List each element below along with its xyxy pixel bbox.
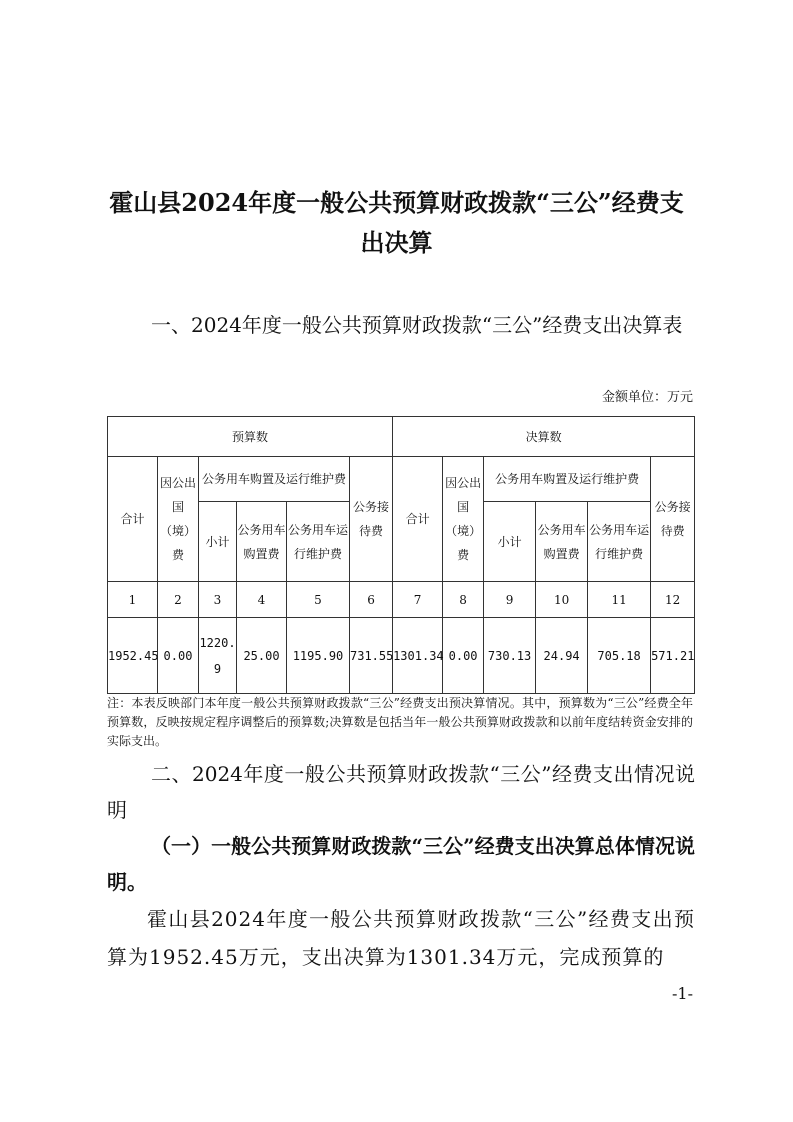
section2-subheading-1: （一）一般公共预算财政拨款“三公”经费支出决算总体情况说明。 xyxy=(107,834,695,894)
value-final-reception: 571.21 xyxy=(651,618,695,694)
column-number: 9 xyxy=(484,582,536,618)
table-data-row xyxy=(108,618,695,694)
column-number: 10 xyxy=(536,582,588,618)
header-final-total: 合计 xyxy=(393,457,443,582)
column-number: 6 xyxy=(350,582,393,618)
value-final-abroad: 0.00 xyxy=(443,618,484,694)
value-budget-reception: 731.55 xyxy=(350,618,393,694)
header-budget-vehicle-operation: 公务用车运行维护费 xyxy=(287,502,350,582)
column-number: 2 xyxy=(158,582,199,618)
header-budget-subtotal: 小计 xyxy=(199,502,237,582)
column-number: 11 xyxy=(588,582,651,618)
value-budget-total: 1952.45 xyxy=(108,618,158,694)
column-number: 7 xyxy=(393,582,443,618)
header-budget-abroad: 因公出国（境）费 xyxy=(158,457,199,582)
table-note: 注：本表反映部门本年度一般公共预算财政拨款“三公”经费支出预决算情况。其中，预算数为“三公”经费全年预算数，反映按规定程序调整后的预算数;决算数是包括当年一般公共预算财政拨款和以前年度结转资金安排的实际支出。 xyxy=(107,696,693,748)
column-number: 5 xyxy=(287,582,350,618)
header-budget-reception: 公务接待费 xyxy=(350,457,393,582)
section1-heading: 一、2024年度一般公共预算财政拨款“三公”经费支出决算表 xyxy=(151,313,683,337)
header-budget-vehicle-purchase: 公务用车购置费 xyxy=(237,502,287,582)
value-final-total: 1301.34 xyxy=(393,618,443,694)
column-number: 1 xyxy=(108,582,158,618)
header-budget-group: 预算数 xyxy=(108,417,393,457)
table-group-header-row xyxy=(108,417,695,457)
column-number: 12 xyxy=(651,582,695,618)
header-final-group: 决算数 xyxy=(393,417,695,457)
header-final-vehicle-group: 公务用车购置及运行维护费 xyxy=(484,457,651,502)
value-budget-subtotal: 1220.9 xyxy=(199,618,237,694)
body-paragraph: 霍山县2024年度一般公共预算财政拨款“三公”经费支出预算为1952.45万元，支出决算为1301.34万元，完成预算的 xyxy=(107,907,695,969)
header-budget-total: 合计 xyxy=(108,457,158,582)
value-budget-vehicle-purchase: 25.00 xyxy=(237,618,287,694)
value-final-subtotal: 730.13 xyxy=(484,618,536,694)
unit-label: 金额单位：万元 xyxy=(601,390,693,405)
value-budget-vehicle-operation: 1195.90 xyxy=(287,618,350,694)
header-final-vehicle-operation: 公务用车运行维护费 xyxy=(588,502,651,582)
table-header-row-1 xyxy=(108,457,695,502)
column-number: 8 xyxy=(443,582,484,618)
value-budget-abroad: 0.00 xyxy=(158,618,199,694)
header-final-reception: 公务接待费 xyxy=(651,457,695,582)
header-final-subtotal: 小计 xyxy=(484,502,536,582)
header-final-vehicle-purchase: 公务用车购置费 xyxy=(536,502,588,582)
document-title: 霍山县2024年度一般公共预算财政拨款“三公”经费支出决算 xyxy=(109,188,684,257)
value-final-vehicle-operation: 705.18 xyxy=(588,618,651,694)
section2-heading: 二、2024年度一般公共预算财政拨款“三公”经费支出情况说明 xyxy=(107,762,695,822)
table-column-number-row xyxy=(108,582,695,618)
column-number: 4 xyxy=(237,582,287,618)
value-final-vehicle-purchase: 24.94 xyxy=(536,618,588,694)
header-budget-vehicle-group: 公务用车购置及运行维护费 xyxy=(199,457,350,502)
page-number: -1- xyxy=(672,984,693,1003)
column-number: 3 xyxy=(199,582,237,618)
three-public-expenses-table xyxy=(107,416,695,694)
header-final-abroad: 因公出国（境）费 xyxy=(443,457,484,582)
